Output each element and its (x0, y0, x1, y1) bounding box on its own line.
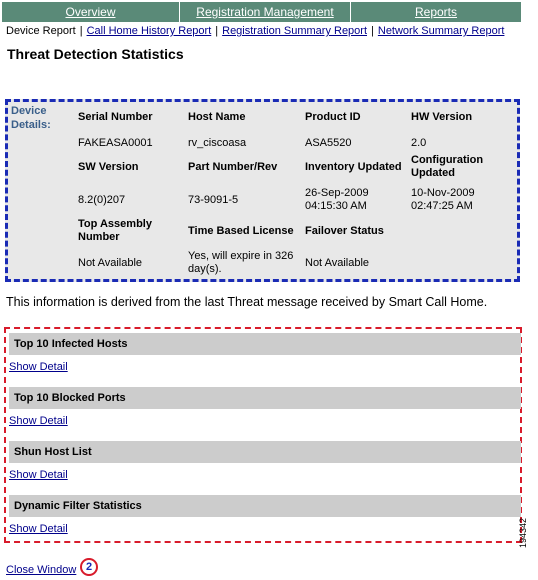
value-part-number: 73-9091-5 (188, 194, 239, 206)
header-time-based-license: Time Based License (188, 225, 294, 237)
close-window-link[interactable]: Close Window (6, 564, 77, 576)
section-header-shun-host-list: Shun Host List (9, 441, 521, 463)
show-detail-blocked-ports-link[interactable]: Show Detail (9, 415, 68, 427)
show-detail-shun-host-list-link[interactable]: Show Detail (9, 469, 68, 481)
subnav-current-device-report: Device Report (6, 25, 76, 37)
section-header-blocked-ports: Top 10 Blocked Ports (9, 387, 521, 409)
value-configuration-updated: 10-Nov-2009 02:47:25 AM (411, 187, 475, 212)
device-details-label (11, 104, 51, 132)
value-product-id: ASA5520 (305, 137, 352, 149)
separator: | (79, 25, 83, 37)
show-detail-infected-hosts-link[interactable]: Show Detail (9, 361, 68, 373)
tab-registration-management[interactable]: Registration Management (180, 2, 351, 22)
tab-overview[interactable]: Overview (2, 2, 180, 22)
value-sw-version: 8.2(0)207 (78, 194, 126, 206)
device-label-line2: Details: (11, 119, 51, 131)
section-header-dynamic-filter-statistics: Dynamic Filter Statistics (9, 495, 521, 517)
value-top-assembly-number: Not Available (78, 257, 143, 269)
section-header-infected-hosts: Top 10 Infected Hosts (9, 333, 521, 355)
device-details-panel (5, 99, 520, 282)
threat-statistics-panel (4, 327, 522, 543)
device-label-line1: Device (11, 105, 47, 117)
header-failover-status: Failover Status (305, 225, 384, 237)
value-inventory-updated: 26-Sep-2009 04:15:30 AM (305, 187, 369, 212)
info-message: This information is derived from the last Threat message received by Smart Call Home. (6, 295, 488, 309)
page-title: Threat Detection Statistics (7, 46, 184, 62)
header-top-assembly-number: Top Assembly Number (78, 218, 152, 243)
value-failover-status: Not Available (305, 257, 370, 269)
subnav-link-network-summary[interactable]: Network Summary Report (377, 25, 505, 37)
subnav-link-registration-summary[interactable]: Registration Summary Report (222, 25, 368, 37)
value-host-name: rv_ciscoasa (188, 137, 247, 149)
callout-number-badge: 2 (80, 558, 98, 576)
separator: | (215, 25, 219, 37)
top-navigation (2, 2, 521, 22)
header-host-name: Host Name (188, 111, 246, 123)
header-sw-version: SW Version (78, 161, 139, 173)
report-subnav (6, 25, 504, 37)
figure-id: 194342 (518, 517, 528, 548)
subnav-link-call-home-history[interactable]: Call Home History Report (86, 25, 212, 37)
value-hw-version: 2.0 (411, 137, 427, 149)
tab-reports[interactable]: Reports (414, 5, 458, 19)
header-product-id: Product ID (305, 111, 361, 123)
separator: | (371, 25, 374, 37)
header-part-number: Part Number/Rev (188, 161, 278, 173)
header-inventory-updated: Inventory Updated (305, 161, 402, 173)
value-time-based-license: Yes, will expire in 326 day(s). (188, 250, 294, 275)
header-configuration-updated: Configuration Updated (411, 154, 484, 179)
header-hw-version: HW Version (411, 111, 473, 123)
value-serial-number: FAKEASA0001 (78, 137, 153, 149)
show-detail-dynamic-filter-link[interactable]: Show Detail (9, 523, 68, 535)
header-serial-number: Serial Number (78, 111, 153, 123)
